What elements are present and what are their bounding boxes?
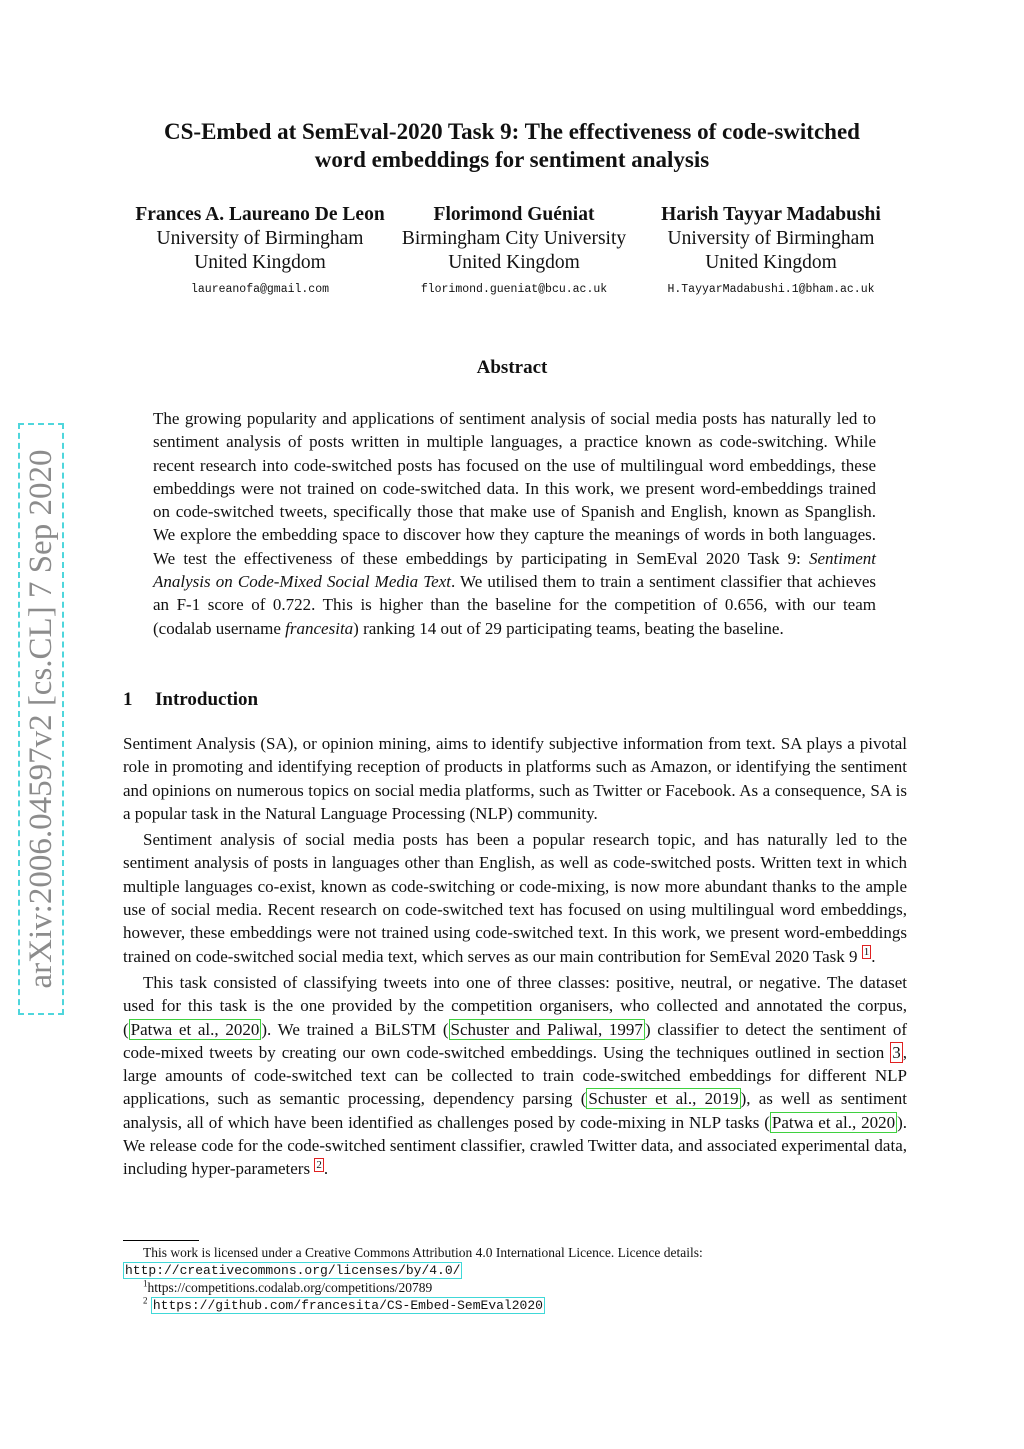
citation-patwa-2020-second[interactable]: Patwa et al., 2020 bbox=[771, 1112, 896, 1132]
author-email[interactable]: florimond.gueniat@bcu.ac.uk bbox=[420, 283, 608, 296]
author-country: United Kingdom bbox=[194, 252, 326, 273]
author-country: United Kingdom bbox=[448, 252, 580, 273]
abstract-task-title: Sentiment Analysis on Code-Mixed Social Media Text bbox=[153, 548, 876, 592]
section-ref-3[interactable]: 3 bbox=[892, 1042, 901, 1062]
author-2 bbox=[384, 203, 644, 297]
title-line-2: word embeddings for sentiment analysis bbox=[314, 147, 710, 172]
paragraph-2-text: Sentiment analysis of social media posts has been a popular research topic, and has naturally led to the sentiment analysis of posts in languages other than English, as well as code-switched posts. Written text in which multiple languages co-exist, known as code-switching or code-mixing, is now more abundant thanks to the ample use of social media. Recent research on code-switched text has focused on using multilingual word embeddings, however, these embeddings were not trained using code-switched text. In this work, we present word-embeddings trained on code-switched social media text, which serves as our main contribution for SemEval 2020 Task 9 bbox=[123, 830, 907, 966]
paragraph-3-f: ). We release code for the code-switched sentiment classifier, crawled Twitter data, and associated experimental data, including hyper-parameters bbox=[123, 1112, 907, 1179]
author-3 bbox=[636, 203, 906, 297]
paragraph-3-b: ). We trained a BiLSTM ( bbox=[261, 1019, 449, 1039]
footnote-ref-2[interactable]: 2 bbox=[316, 1158, 322, 1171]
github-url-link[interactable]: https://github.com/francesita/CS-Embed-SemEval2020 bbox=[152, 1298, 543, 1313]
paragraph-3-d: , large amounts of code-switched text can be collected to train code-switched embeddings for different NLP applications, such as semantic processing, dependency parsing ( bbox=[123, 1042, 907, 1109]
footnotes bbox=[123, 1244, 907, 1314]
author-affiliation: University of Birmingham bbox=[667, 228, 875, 249]
footnote-1-text: https://competitions.codalab.org/competitions/20789 bbox=[147, 1280, 433, 1295]
author-email[interactable]: H.TayyarMadabushi.1@bham.ac.uk bbox=[667, 283, 875, 296]
title-line-1: CS-Embed at SemEval-2020 Task 9: The effectiveness of code-switched bbox=[164, 119, 860, 144]
licence-footnote bbox=[123, 1244, 907, 1279]
citation-schuster-2019[interactable]: Schuster et al., 2019 bbox=[588, 1089, 739, 1109]
abstract-username: francesita bbox=[285, 618, 354, 638]
footnote-2 bbox=[123, 1296, 907, 1314]
footnote-ref-1[interactable]: 1 bbox=[863, 946, 870, 959]
paragraph-1: Sentiment Analysis (SA), or opinion mining, aims to identify subjective information from text. SA plays a pivotal role in promoting and identifying reception of products in platforms such as Amazon, or identifying the sentiment and opinions on numerous topics on social media platforms, such as Twitter or Facebook. As a consequence, SA is a popular task in the Natural Language Processing (NLP) community. bbox=[123, 734, 907, 823]
author-name: Harish Tayyar Madabushi bbox=[661, 204, 881, 225]
paragraph-3-c: ) classifier to detect the sentiment of code-mixed tweets by creating our own code-switched embeddings. Using the techniques outlined in section bbox=[123, 1019, 907, 1062]
author-email[interactable]: laureanofa@gmail.com bbox=[190, 283, 330, 296]
paper-title bbox=[100, 118, 924, 174]
paragraph-2 bbox=[123, 828, 907, 968]
footnote-divider bbox=[123, 1240, 199, 1241]
paragraph-3-a: This task consisted of classifying tweets into one of three classes: positive, neutral, or negative. The dataset used for this task is the one provided by the competition organisers, who collected and annotated the corpus, ( bbox=[123, 972, 907, 1039]
footnote-1-mark: 1 bbox=[143, 1278, 148, 1289]
paragraph-3-end: . bbox=[323, 1159, 329, 1179]
footnote-1 bbox=[123, 1279, 907, 1296]
author-affiliation: Birmingham City University bbox=[401, 228, 627, 249]
author-name: Frances A. Laureano De Leon bbox=[135, 204, 385, 225]
footnote-2-mark: 2 bbox=[143, 1295, 148, 1306]
section-title: Introduction bbox=[155, 689, 259, 710]
abstract-part-2: . We utilised them to train a sentiment classifier that achieves an F-1 score of 0.722. This is higher than the baseline for the competition of 0.656, with our team (codalab username bbox=[153, 572, 876, 638]
arxiv-stamp[interactable]: arXiv:2006.04597v2 [cs.CL] 7 Sep 2020 bbox=[23, 449, 59, 989]
abstract-part-3: ) ranking 14 out of 29 participating teams, beating the baseline. bbox=[353, 618, 784, 638]
abstract-heading: Abstract bbox=[476, 357, 548, 378]
paragraph-3-e: ), as well as sentiment analysis, all of which have been identified as challenges posed by code-mixing in NLP tasks ( bbox=[123, 1089, 907, 1132]
section-heading bbox=[123, 689, 258, 711]
author-affiliation: University of Birmingham bbox=[156, 228, 364, 249]
licence-text: This work is licensed under a Creative Commons Attribution 4.0 International Licence. Licence details: bbox=[143, 1245, 703, 1260]
author-1 bbox=[120, 203, 400, 297]
paragraph-3 bbox=[123, 971, 907, 1181]
abstract-text bbox=[153, 407, 876, 640]
author-name: Florimond Guéniat bbox=[433, 204, 595, 225]
paragraph-2-end: . bbox=[871, 946, 876, 966]
citation-schuster-1997[interactable]: Schuster and Paliwal, 1997 bbox=[450, 1019, 643, 1039]
introduction-body bbox=[123, 732, 907, 1181]
section-number: 1 bbox=[123, 689, 133, 710]
abstract-part-1: The growing popularity and applications of sentiment analysis of social media posts has naturally led to sentiment analysis of posts written in multiple languages, a practice known as code-switching. While recent research into code-switched posts has focused on the use of multilingual word embeddings, these embeddings were not trained on code-switched data. In this work, we present word-embeddings trained on code-switched tweets, specifically those that make use of Spanish and English, known as Spanglish. We explore the embedding space to discover how they capture the meanings of words in both languages. We test the effectiveness of these embeddings by participating in SemEval 2020 Task 9: bbox=[153, 409, 876, 568]
citation-patwa-2020[interactable]: Patwa et al., 2020 bbox=[130, 1019, 260, 1039]
licence-url-link[interactable]: http://creativecommons.org/licenses/by/4.0/ bbox=[125, 1263, 461, 1278]
author-country: United Kingdom bbox=[705, 252, 837, 273]
